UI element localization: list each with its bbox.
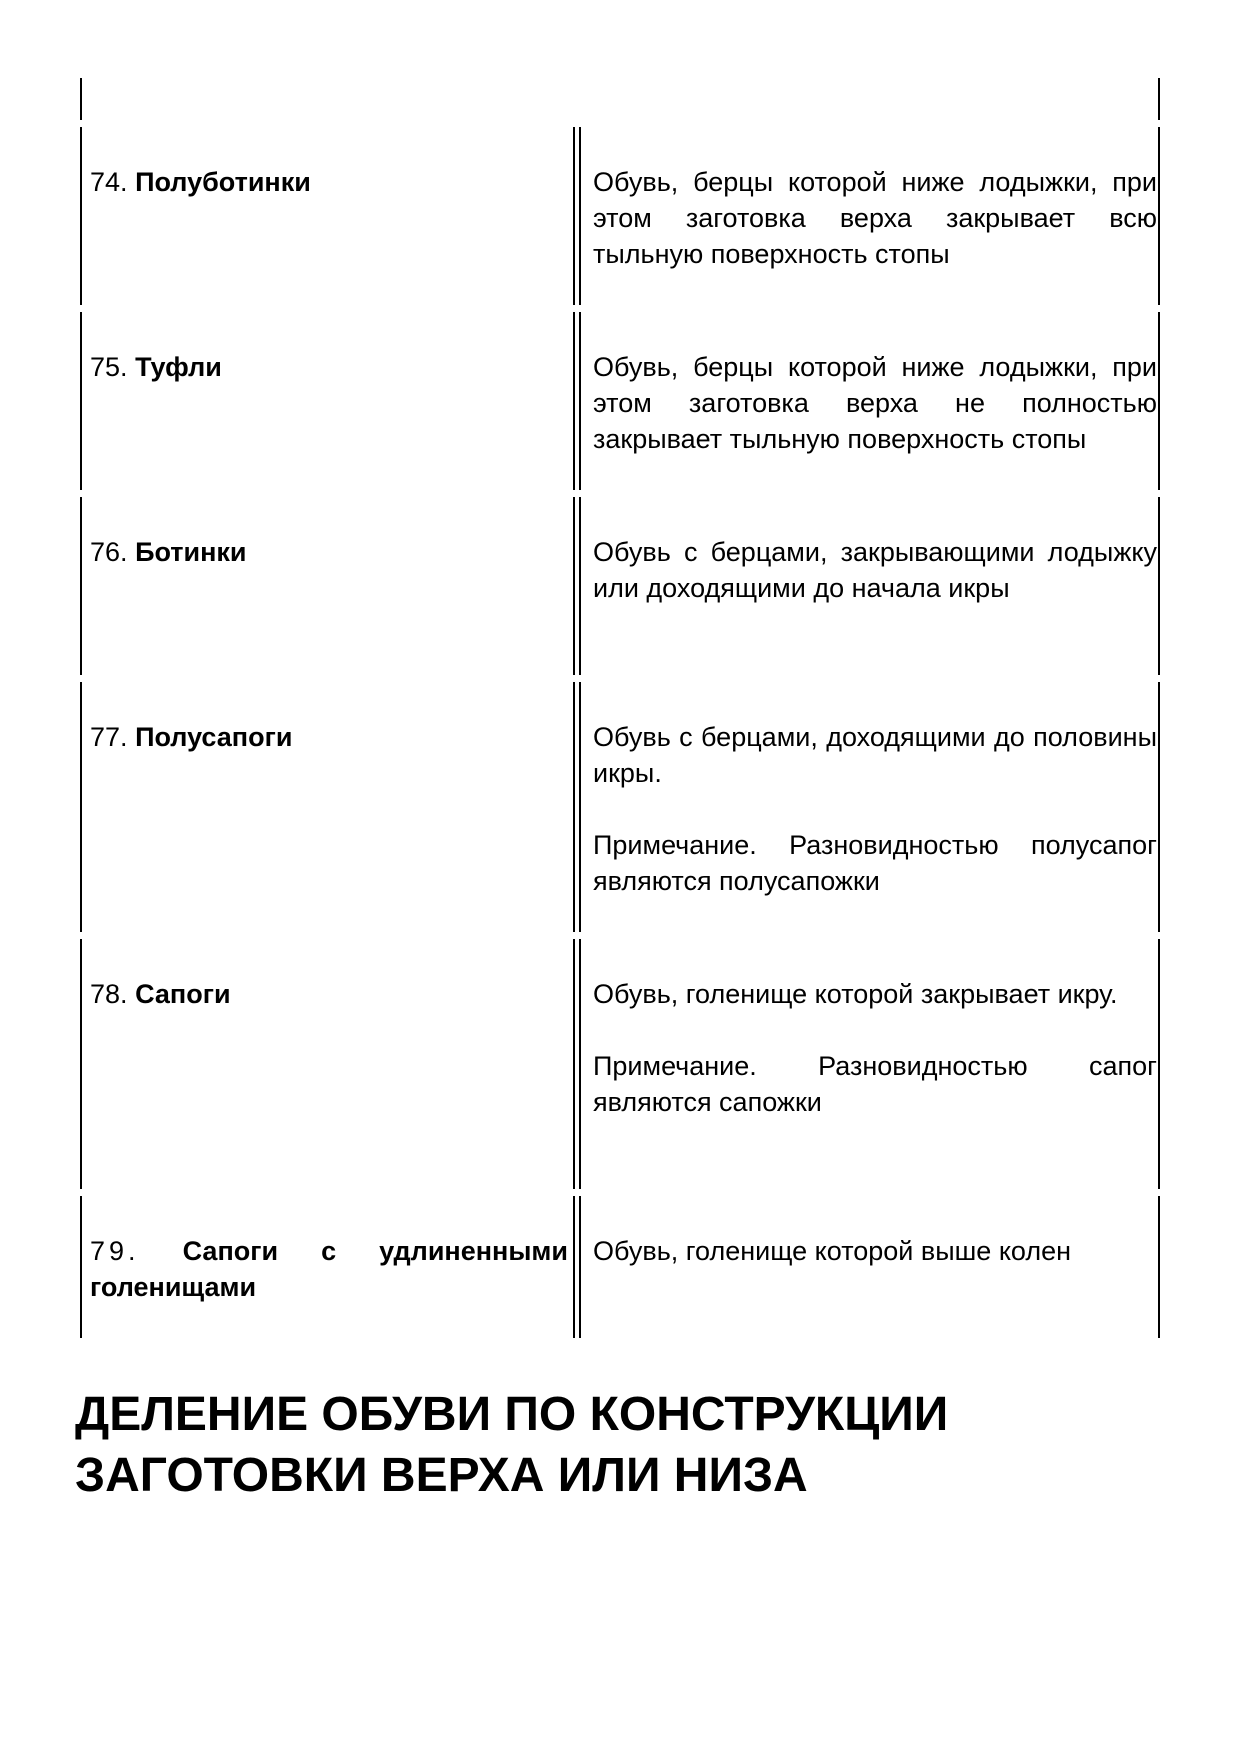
table-border-left [80, 1196, 82, 1338]
table-column-divider [573, 1196, 575, 1338]
table-border-left [80, 78, 82, 120]
term-name: Полусапоги [135, 722, 293, 752]
term-number: 78. [90, 979, 128, 1009]
term-number: 75. [90, 352, 128, 382]
term-cell [90, 534, 568, 570]
term-cell [90, 349, 568, 385]
definition-text: Обувь с берцами, доходящими до половины икры. [593, 722, 1157, 788]
definition-cell [593, 976, 1157, 1120]
table-border-left [80, 497, 82, 675]
table-column-divider [573, 682, 575, 932]
definition-cell [593, 349, 1157, 457]
table-border-left [80, 312, 82, 490]
section-heading: ДЕЛЕНИЕ ОБУВИ ПО КОНСТРУКЦИИ ЗАГОТОВКИ ВЕРХА ИЛИ НИЗА [75, 1388, 949, 1502]
table-column-divider [573, 127, 575, 305]
term-cell [90, 719, 568, 755]
definition-cell [593, 719, 1157, 899]
table-border-right [1158, 682, 1160, 932]
definition-text: Обувь, голенище которой закрывает икру. [593, 979, 1118, 1009]
term-name: Сапоги [135, 979, 231, 1009]
table-border-left [80, 939, 82, 1189]
table-column-divider [579, 682, 581, 932]
term-number: 77. [90, 722, 128, 752]
definition-note: Примечание. Разновидностью сапог являются сапожки [593, 1051, 1157, 1117]
term-cell [90, 1233, 568, 1305]
table-border-right [1158, 939, 1160, 1189]
term-name: Полуботинки [135, 167, 311, 197]
table-border-right [1158, 78, 1160, 120]
table-column-divider [573, 939, 575, 1189]
table-border-right [1158, 497, 1160, 675]
term-number: 79. [90, 1236, 140, 1266]
table-column-divider [579, 1196, 581, 1338]
definition-note: Примечание. Разновидностью полусапог являются полусапожки [593, 830, 1157, 896]
table-border-left [80, 127, 82, 305]
table-column-divider [573, 497, 575, 675]
table-border-right [1158, 1196, 1160, 1338]
term-name: Сапоги с удлиненными голенищами [90, 1236, 568, 1302]
table-column-divider [579, 312, 581, 490]
table-column-divider [579, 497, 581, 675]
definition-text: Обувь, голенище которой выше колен [593, 1236, 1072, 1266]
definition-cell [593, 164, 1157, 272]
term-number: 76. [90, 537, 128, 567]
table-border-right [1158, 127, 1160, 305]
definition-text: Обувь с берцами, закрывающими лодыжку или доходящими до начала икры [593, 537, 1157, 603]
table-column-divider [579, 939, 581, 1189]
term-number: 74. [90, 167, 128, 197]
table-border-left [80, 682, 82, 932]
definition-cell [593, 534, 1157, 606]
term-name: Ботинки [135, 537, 247, 567]
table-column-divider [573, 312, 575, 490]
definition-text: Обувь, берцы которой ниже лодыжки, при этом заготовка верха не полностью закрывает тыльную поверхность стопы [593, 352, 1157, 454]
definition-cell [593, 1233, 1157, 1269]
table-border-right [1158, 312, 1160, 490]
table-column-divider [579, 127, 581, 305]
term-name: Туфли [135, 352, 222, 382]
definition-text: Обувь, берцы которой ниже лодыжки, при этом заготовка верха закрывает всю тыльную поверхность стопы [593, 167, 1157, 269]
term-cell [90, 164, 568, 200]
term-cell [90, 976, 568, 1012]
